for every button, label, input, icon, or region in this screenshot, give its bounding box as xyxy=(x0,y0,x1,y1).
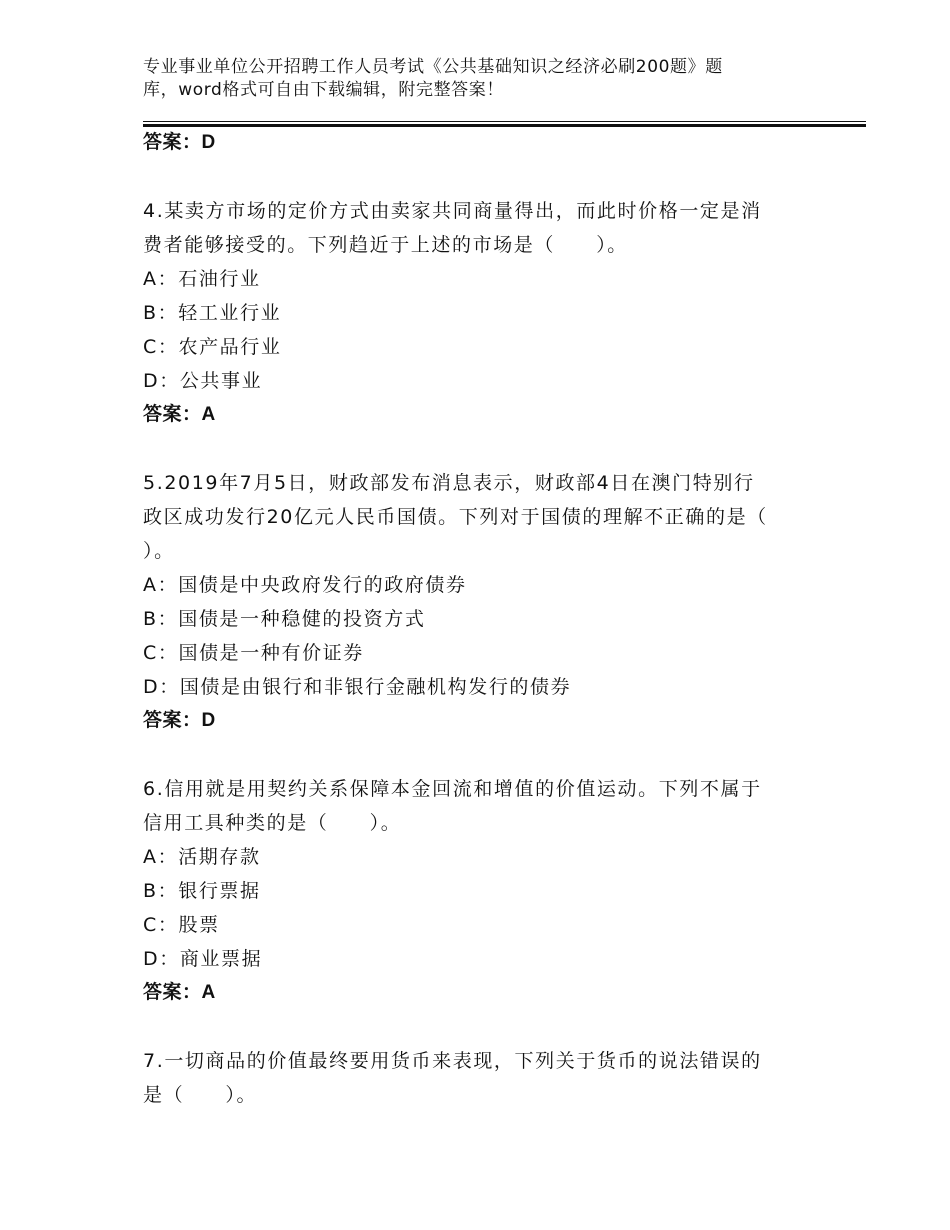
question-5-option-d: D：国债是由银行和非银行金融机构发行的债券 xyxy=(143,676,572,698)
question-4-option-d: D：公共事业 xyxy=(143,370,263,392)
question-block-6 xyxy=(143,772,823,1010)
header-line-2: 库，word格式可自由下载编辑，附完整答案！ xyxy=(143,80,504,100)
question-6-option-c: C：股票 xyxy=(143,914,220,936)
question-5-line-2: 政区成功发行20亿元人民币国债。下列对于国债的理解不正确的是（ xyxy=(143,506,768,528)
question-block-4 xyxy=(143,194,823,432)
question-7-line-2: 是（ ）。 xyxy=(143,1084,258,1106)
header-line-1: 专业事业单位公开招聘工作人员考试《公共基础知识之经济必刷200题》题 xyxy=(143,57,723,77)
document-header xyxy=(143,56,793,102)
question-6-option-d: D：商业票据 xyxy=(143,948,263,970)
question-6-answer: 答案：A xyxy=(143,982,216,1003)
question-6-line-1: 6.信用就是用契约关系保障本金回流和增值的价值运动。下列不属于 xyxy=(143,778,762,800)
header-rule-thin xyxy=(143,121,866,122)
question-5-answer: 答案：D xyxy=(143,710,216,731)
question-5-option-c: C：国债是一种有价证券 xyxy=(143,642,364,664)
document-body xyxy=(143,126,823,1112)
question-4-option-a: A：石油行业 xyxy=(143,268,261,290)
question-5-line-3: ）。 xyxy=(143,540,175,562)
question-6-option-a: A：活期存款 xyxy=(143,846,261,868)
spacer xyxy=(143,738,823,772)
question-7-line-1: 7.一切商品的价值最终要用货币来表现，下列关于货币的说法错误的 xyxy=(143,1050,762,1072)
question-6-option-b: B：银行票据 xyxy=(143,880,261,902)
question-4-line-1: 4.某卖方市场的定价方式由卖家共同商量得出，而此时价格一定是消 xyxy=(143,200,762,222)
question-4-answer: 答案：A xyxy=(143,404,216,425)
question-4-line-2: 费者能够接受的。下列趋近于上述的市场是（ ）。 xyxy=(143,234,628,256)
question-5-option-a: A：国债是中央政府发行的政府债券 xyxy=(143,574,467,596)
top-answer: 答案：D xyxy=(143,132,216,153)
question-6-line-2: 信用工具种类的是（ ）。 xyxy=(143,812,402,834)
spacer xyxy=(143,1010,823,1044)
question-4-option-c: C：农产品行业 xyxy=(143,336,282,358)
question-block-7 xyxy=(143,1044,823,1112)
question-block-5 xyxy=(143,466,823,738)
question-4-option-b: B：轻工业行业 xyxy=(143,302,282,324)
question-5-option-b: B：国债是一种稳健的投资方式 xyxy=(143,608,426,630)
spacer xyxy=(143,160,823,194)
question-5-line-1: 5.2019年7月5日，财政部发布消息表示，财政部4日在澳门特别行 xyxy=(143,472,755,494)
spacer xyxy=(143,432,823,466)
